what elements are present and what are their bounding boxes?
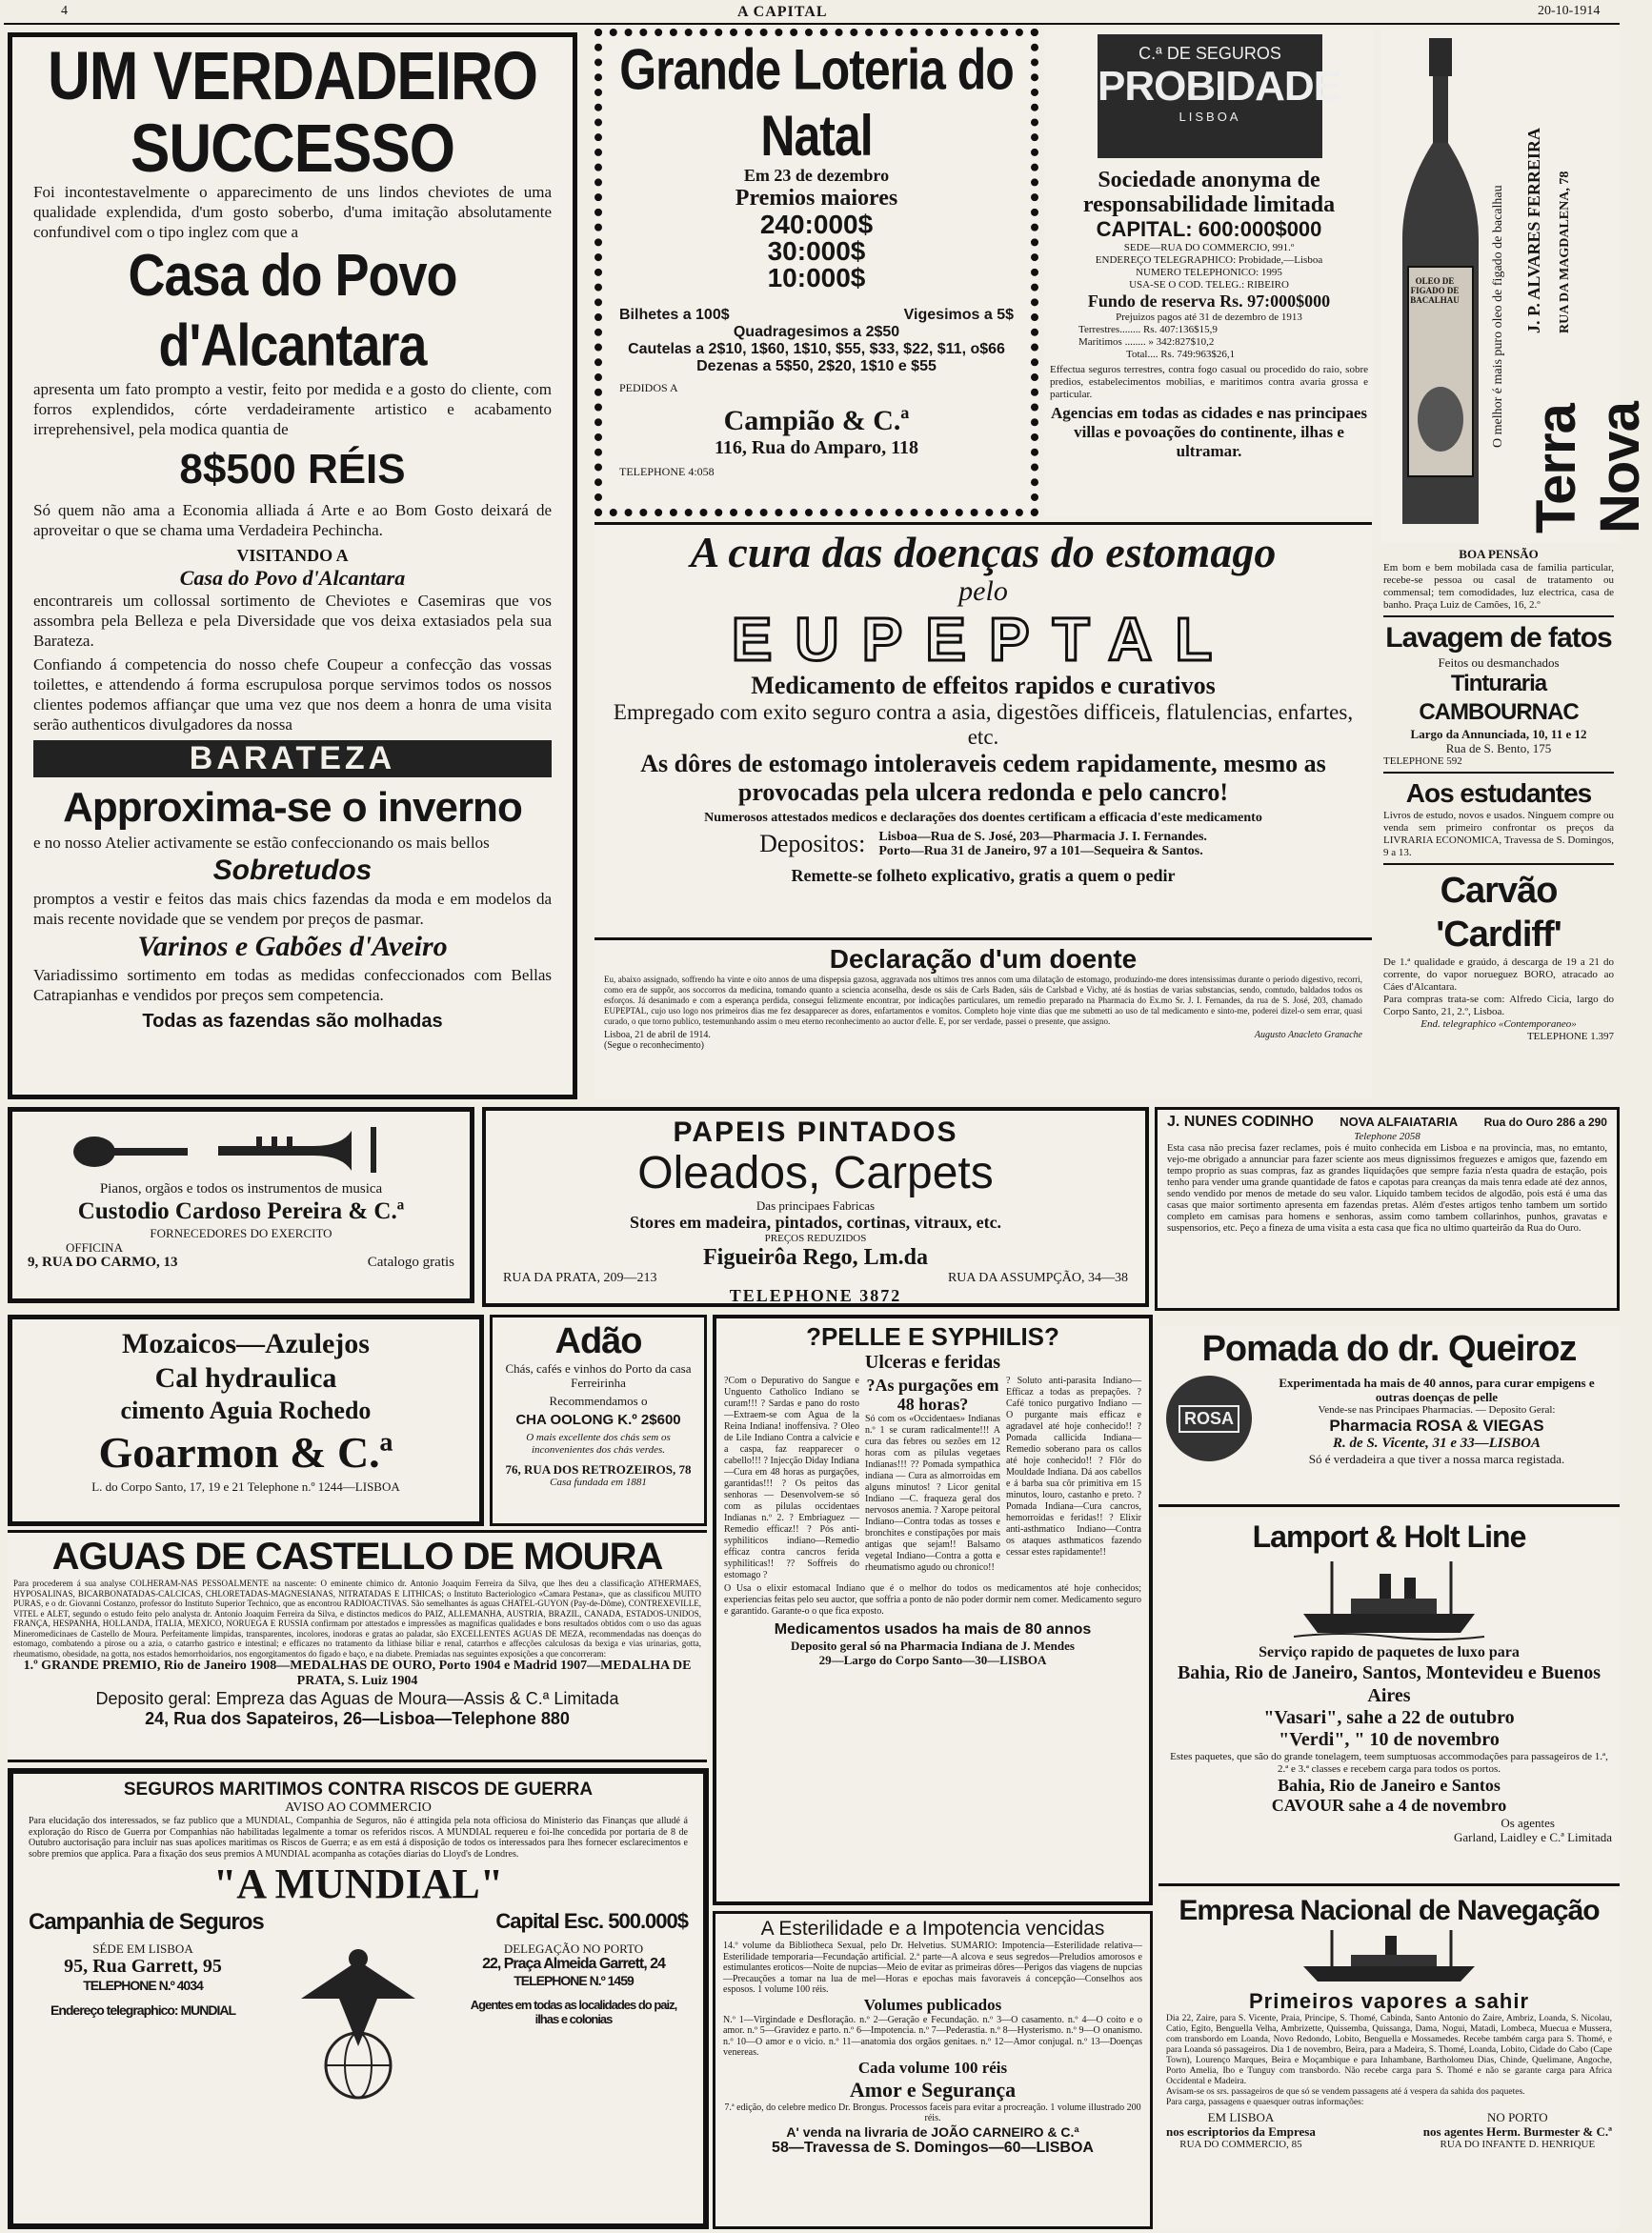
eupeptal-dep-1: Lisboa—Rua de S. José, 203—Pharmacia J. I. Fernandes. [878, 830, 1207, 844]
probidade-tel-1: ENDEREÇO TELEGRAPHICO: Probidade,—Lisboa [1095, 254, 1323, 266]
successo-barateza: BARATEZA [33, 740, 552, 777]
estudantes-text: Livros de estudo, novos e usados. Ninguem compre ou venda sem primeiro confrontar os preços da LIVRARIA ECONOMICA, Travessa de S. Domingos, 9 a 13. [1383, 810, 1614, 858]
empresa-steamship-icon [1294, 1928, 1484, 1989]
moura-premio: 1.º GRANDE PREMIO, Rio de Janeiro 1908—MEDALHAS DE OURO, Porto 1904 e Madrid 1907—MEDALHA DE PRATA, S. Luiz 1904 [23, 1659, 692, 1688]
pelle-ad [713, 1315, 1153, 1905]
lamport-ad [1158, 1517, 1620, 1886]
loteria-prize-1: 240:000$ [759, 210, 874, 239]
empresa-offices [1166, 2110, 1612, 2151]
adao-title: Adão [554, 1321, 642, 1361]
successo-footer: Todas as fazendas são molhadas [142, 1011, 443, 1032]
queiroz-address: R. de S. Vicente, 31 e 33—LISBOA [1333, 1436, 1541, 1451]
pensao-title: BOA PENSÃO [1459, 547, 1539, 561]
successo-varinos: Varinos e Gabões d'Aveiro [137, 931, 448, 962]
loteria-date: Em 23 de dezembro [743, 166, 890, 185]
pelle-bottom: O Usa o elixir estomacal Indiano que é o melhor do todos os medicamentos até hoje conhecidos; experiencias feitas pelo seu auctor, que soffria a ponto de não poder dormir nem comer. Medicamento seguro e garantido. Garante-o o que fica exposto. [724, 1583, 1141, 1617]
queiroz-text-block [1261, 1376, 1612, 1466]
probidade-sede: SEDE—RUA DO COMMERCIO, 991.º [1123, 242, 1295, 253]
probidade-city: LISBOA [1179, 110, 1241, 124]
esterilidade-address: 58—Travessa de S. Domingos—60—LISBOA [772, 2139, 1094, 2156]
lamport-servico: Serviço rapido de paquetes de luxo para [1259, 1644, 1520, 1660]
successo-p8: Variadissimo sortimento em todas as medidas confeccionados com Bellas Catrapianhas e vendidos por preços sem competencia. [33, 966, 552, 1004]
moura-title: AGUAS DE CASTELLO DE MOURA [51, 1536, 663, 1578]
successo-p4: encontrareis um collossal sortimento de Cheviotes e Casemiras que vos assombra pela Belleza e pela Diversidade que vos deixa extasiados pela sua Barateza. [33, 592, 552, 650]
mundial-ad [8, 1768, 709, 2229]
lamport-bahia: Bahia, Rio de Janeiro e Santos [1278, 1776, 1501, 1795]
probidade-maritimos: Maritimos ........ » 342:827$10,2 [1078, 336, 1215, 348]
loteria-ad [594, 29, 1038, 516]
moura-text: Para procederem á sua analyse COLHERAM-NAS PESSOALMENTE na nascente: O eminente chimico dr. Antonio Joaquim Ferreira da Silva, que lhes deu a classificação ATHERMAES, HYPOSALINAS, BICARBONATADAS-CALCICAS, CHLORETADAS-MAGNESIANAS, NITRATADAS E LITHICAS; o Instituto Bacteriologico «Camara Pestana», que as classificou MUITO PURAS, e o dr. Giovanni Costanzo, professor do Instituto Superior Technico, que as encontrou RADIOACTIVAS. São semelhantes ás aguas CHATEL-GUYON (Pay-de-Dôme), CONTREXEVILLE, VITEL e ALET, segundo o estudo feito pelo analysta dr. Antonio Joaquim Ferreira da Silva, e distinctos medicos do PAIZ, ALLEMANHA, AUSTRIA, BRAZIL, CANADA, ESTADOS-UNIDOS, FRANÇA, HESPANHA, HOLLANDA, ITALIA, MEXICO, NORUEGA E RUSSIA confirmam por attestados e impressões as magnificas qualidades e bons resultados obtidos com o uso das aguas Mineromedicinaes de Castello de Moura. Perfeitamente limpidas, transparentes, incolores, inodoras e gratas ao paladar, são EXCELLENTES AGUAS DE MEZA, recommendadas nas doenças do estomago, combatendo a pirose ou a azia, o catarrho gastrico e intestinal; e efficazes no tratamento da lithiase biliar e renal, catarrhos e affecções calculosas da bexiga e vias urinarias, gotta, rheumatismo, obesidade, na gotta, nos estados hemorrhoidarios, nos engorgitamentos do figado e baço, e na diabete. Premiadas nas seguintes exposições a que concorreram: [13, 1579, 701, 1659]
loteria-vigesimos: Vigesimos a 5$ [903, 307, 1014, 323]
papeis-line-1: Das principaes Fabricas [755, 1198, 876, 1213]
papeis-firm: Figueirôa Rego, Lm.da [703, 1245, 928, 1270]
loteria-line-4: Dezenas a 5$50, 2$20, 1$10 e $55 [696, 358, 937, 374]
esterilidade-text: 14.º volume da Bibliotheca Sexual, pelo Dr. Helvetius. SUMARIO: Impotencia—Esterilidade relativa—Esterilidade temporaria—Fecundação artificial. 2.ª parte—A alcova e seus segredos—Preludios amorosos e estimulantes eroticos—Noite de nupcias—Meio de evitar as primeiras dôres—Perigos das viagens de nupcias—Precauções a tomar na lua de mel—Horas e epochas mais favoraveis á concepção—Conselhos aos esposos. 1 volume 100 réis. [723, 1941, 1142, 1995]
papeis-address-1: RUA DA PRATA, 209—213 [503, 1271, 657, 1285]
loteria-bilhetes: Bilhetes a 100$ [619, 307, 730, 323]
custodio-line-1: Pianos, orgãos e todos os instrumentos de musica [99, 1181, 383, 1197]
moura-address: 24, Rua dos Sapateiros, 26—Lisboa—Telephone 880 [145, 1709, 570, 1728]
lamport-agentes: Os agentes [1501, 1816, 1555, 1830]
queiroz-text-2: Vende-se nas Principaes Pharmacias. — Deposito Geral: [1318, 1404, 1556, 1416]
esterilidade-vol-title: Volumes publicados [863, 1995, 1002, 2014]
right-column-ads [1378, 547, 1620, 1128]
mundial-porto-agentes: Agentes em todas as localidades do paiz, ilhas e colonias [470, 1998, 677, 2026]
mozaicos-address: L. do Corpo Santo, 17, 19 e 21 Telephone n.º 1244—LISBOA [91, 1479, 400, 1494]
papeis-ad [482, 1107, 1149, 1307]
successo-p5: Confiando á competencia do nosso chefe Coupeur a confecção das vossas toilettes, e attendendo á forma escrupulosa porque servimos todos os nossos clientes podemos affiançar que uma vez que nos deem a honra de uma visita serão authenticos divulgadores da nossa [33, 655, 552, 734]
loteria-prizes-label: Premios maiores [735, 186, 898, 211]
declaracao-sign: Augusto Anacleto Granache [1254, 1030, 1362, 1040]
pelle-med: Medicamentos usados ha mais de 80 annos [774, 1621, 1092, 1638]
mundial-subhead [29, 1909, 688, 1936]
loteria-phone: TELEPHONE 4:058 [619, 465, 715, 478]
empresa-porto [1423, 2110, 1612, 2151]
empresa-title: Empresa Nacional de Navegação [1179, 1895, 1600, 1926]
mundial-sede [29, 1941, 257, 2103]
loteria-line-2: Quadragesimos a 2$50 [733, 324, 900, 340]
terra-nova-brand: Terra Nova [1525, 402, 1651, 533]
terra-nova-vert-3: RUA DA MAGDALENA, 78 [1558, 171, 1572, 333]
declaracao-footer [604, 1030, 1362, 1040]
mundial-porto-address: 22, Praça Almeida Garrett, 24 [482, 1956, 665, 1972]
nunes-text: Esta casa não precisa fazer reclames, pois é muito conhecida em Lisboa e na provincia, mas, no emtanto, vejo-me obrigado a annunciar para fazer sciente aos meus dignissimos freguezes e amigos que, fazendo em tempo proprio as suas compras, faz as grandes liquidações que sempre fazia n'esta quadra de estação, pois tenho para vender uma grande quantidade de fatos e capotas para creanças da mais tenra edade até dez annos, sendo vendido por menos de metade do seu valor. Liquido tambem tecidos de algodão, pois está é uma das casas que maior sortimento apresenta em fazendas pretas. Além d'estes artigos tenho tambem um sortido completo em camisas para homens e senhoras, assim como tambem collarinhos, punhos, gravatas e suspensorios, etc. Peço a fineza de uma visita a esta casa que fica no ultimo quarteirão da Rua do Ouro. [1167, 1143, 1607, 1234]
mozaicos-line-2: Cal hydraulica [154, 1362, 337, 1394]
successo-sobretudos: Sobretudos [212, 855, 373, 886]
eupeptal-depositos [600, 830, 1366, 858]
papeis-phone: TELEPHONE 3872 [729, 1286, 902, 1305]
successo-p2: apresenta um fato prompto a vestir, feito por medida e a gosto do cliente, com forros explendidos, córte verdadeiramente artistico e acabamento irreprehensivel, pela modica quantia de [33, 380, 552, 438]
mozaicos-ad [8, 1315, 484, 1526]
tinturaria-address-2: Rua de S. Bento, 175 [1445, 741, 1552, 755]
probidade-terrestres: Terrestres........ Rs. 407:136$15,9 [1078, 324, 1218, 335]
empresa-lisboa-1: EM LISBOA [1207, 2110, 1275, 2124]
empresa-lisboa [1166, 2110, 1316, 2151]
rosa-seal-icon [1166, 1376, 1252, 1461]
mundial-sub: AVISO AO COMMERCIO [285, 1800, 432, 1815]
declaracao-title: Declaração d'um doente [829, 944, 1138, 974]
probidade-name: PROBIDADE [1098, 63, 1341, 110]
mundial-porto-label: DELEGAÇÃO NO PORTO [503, 1941, 644, 1956]
pelle-col-1 [724, 1376, 859, 1581]
declaracao-date: Lisboa, 21 de abril de 1914. [604, 1030, 711, 1040]
probidade-prejuizos: Prejuizos pagos até 31 de dezembro de 1913 [1116, 312, 1302, 323]
custodio-footer [28, 1255, 454, 1271]
tinturaria-phone: TELEPHONE 592 [1383, 755, 1462, 767]
mundial-sede-label: SÉDE EM LISBOA [92, 1941, 193, 1956]
lamport-dest: Bahia, Rio de Janeiro, Santos, Montevideu e Buenos Aires [1177, 1662, 1602, 1706]
probidade-total: Total.... Rs. 749:963$26,1 [1126, 349, 1236, 360]
probidade-banner [1098, 34, 1341, 158]
probidade-tel-2: NUMERO TELEPHONICO: 1995 [1136, 267, 1282, 278]
papeis-line-2: Stores em madeira, pintados, cortinas, vitraux, etc. [629, 1213, 1002, 1232]
adao-cha: CHA OOLONG K.º 2$600 [515, 1412, 681, 1428]
loteria-line-1 [619, 307, 1014, 324]
successo-p1: Foi incontestavelmente o apparecimento de uns lindos cheviotes de uma qualidade explendida, d'um gosto soberbo, d'uma imitação absolutamente confundivel com o tipo inglez com que a [33, 183, 552, 241]
eupeptal-title: A cura das doenças do estomago [690, 528, 1277, 576]
esterilidade-ad [713, 1911, 1153, 2229]
successo-ad [8, 32, 577, 1099]
adao-fund: Casa fundada em 1881 [550, 1477, 647, 1488]
pensao-text: Em bom e bem mobilada casa de familia particular, recebe-se pessoa ou casal de tratamento ou commensal; tem comodidades, luz electrica, casa de banho. Praça Luiz de Camões, 16, 2.º [1383, 562, 1614, 611]
mundial-porto [459, 1941, 688, 2103]
lamport-title: Lamport & Holt Line [1252, 1519, 1526, 1554]
mundial-offices [29, 1941, 688, 2103]
rosa-seal-text: ROSA [1179, 1405, 1239, 1433]
eupeptal-name: EUPEPTAL [731, 605, 1236, 674]
empresa-porto-1: NO PORTO [1487, 2110, 1548, 2124]
lavagem-title: Lavagem de fatos [1385, 622, 1612, 654]
successo-title: UM VERDADEIRO SUCCESSO [47, 38, 538, 188]
empresa-carga: Para carga, passagens e quaesquer outras informações: [1166, 2098, 1364, 2107]
esterilidade-amor-text: 7.ª edição, do celebre medico Dr. Brongus. Processos faceis para evitar a procreação. 1 volume illustrado 200 réis. [724, 2102, 1141, 2123]
mozaicos-line-3: cimento Aguia Rochedo [120, 1397, 372, 1424]
mozaicos-line-1: Mozaicos—Azulejos [122, 1328, 370, 1359]
probidade-agencias: Agencias em todas as cidades e nas principaes villas e povoações do continente, ilhas e ultramar. [1051, 404, 1367, 460]
empresa-aviso: Avisam-se os srs. passageiros de que só se vendem passagens até á vespera da sahida dos paquetes. [1166, 2087, 1525, 2097]
carvao-title: Carvão 'Cardiff' [1436, 871, 1561, 955]
custodio-oficina: OFFICINA [66, 1240, 123, 1255]
newspaper-name: A CAPITAL [737, 4, 828, 20]
page-number: 4 [61, 4, 68, 18]
tinturaria-name: Tinturaria CAMBOURNAC [1419, 671, 1579, 725]
loteria-pedidos: PEDIDOS A [619, 381, 678, 394]
carvao-phone: TELEPHONE 1.397 [1526, 1031, 1614, 1042]
probidade-reserva: Fundo de reserva Rs. 97:000$000 [1087, 292, 1331, 311]
probidade-text: Effectua seguros terrestres, contra fogo casual ou procedido do raio, sobre predios, estabelecimentos mobilias, e maritimos contra avaria grossa e particular. [1050, 364, 1368, 400]
pelle-col-2 [865, 1376, 1000, 1581]
papeis-address-2: RUA DA ASSUMPÇÃO, 34—38 [947, 1271, 1128, 1285]
queiroz-text-1: Experimentada ha mais de 40 annos, para curar empigens e outras doenças de pelle [1279, 1376, 1595, 1404]
pelle-col-2-text: Só com os «Occidentaes» Indianas n.º 1 se curam radicalmente!!! A cura das febres ou sezões em 12 horas com as pilulas vegetaes Indianas!!! ?? Pomada sympathica indiana — Cura as almorroidas em alguns minutos! ? Licor genital Indiano —C. fraqueza geral dos nervosos anemia. ? Xarope peitoral Indiano—Contra todas as tosses e bronchites e constipações por mais antigas que sejam!! Balsamo vegetal Indiano—Contra a gotta e rheumatismo agudo ou chronico!! [865, 1414, 1000, 1573]
estudantes-title: Aos estudantes [1405, 778, 1592, 808]
nunes-address: Rua do Ouro 286 a 290 [1483, 1116, 1607, 1129]
successo-visit: VISITANDO A [236, 546, 349, 565]
probidade-ad [1044, 29, 1374, 516]
queiroz-title: Pomada do dr. Queiroz [1201, 1329, 1577, 1369]
successo-p3: Só quem não ama a Economia alliada á Arte e ao Bom Gosto deixará de aproveitar o que se chama uma Verdadeira Pechincha. [33, 501, 552, 539]
declaracao-text: Eu, abaixo assignado, soffrendo ha vinte e oito annos de uma dispepsia gazosa, aggravada nos ultimos tres annos com uma dilatação de estomago, produzindo-me dores intensissimas durante o periodo digestivo, recorri, como era de suppôr, aos soccorros da medicina, tomando quanto a sciencia aconselha, desde os sáis de Carls Baden, sáis de Carlsbad e Vichy, até ás hostias de varias substancias, sendo, comtudo, baldados todos os esforços. Já desanimado e com a esperança perdida, consegui felizmente encontrar, por indicações particulares, um remedio preparado na Pharmacia do Ex.mo Sr. J. I. Fernandes, da rua de S. José, 203, chamado EUPEPTAL, cujo uso logo nos primeiros dias me fez desapparecer as dores, enfartamentos e vomitos. Completo hoje vinte dias que me submetti ao uso de tal medicamento e sinto-me, poderei dizel-o sem errar, quasi curado, o que torno publico, testemunhando assim o meu eterno reconhecimento ao auctor d'elle. E, por ser verdade, passei o presente, que assigno. [604, 975, 1362, 1026]
empresa-ad [1158, 1892, 1620, 2229]
lamport-cavour: CAVOUR sahe a 4 de novembro [1271, 1796, 1507, 1815]
esterilidade-amor: Amor e Segurança [849, 2077, 1017, 2102]
loteria-prize-3: 10:000$ [767, 263, 866, 292]
adao-address: 76, RUA DOS RETROZEIROS, 78 [505, 1462, 692, 1477]
papeis-sub: Oleados, Carpets [637, 1148, 994, 1198]
empresa-porto-3: RUA DO INFANTE D. HENRIQUE [1440, 2139, 1596, 2150]
steamship-icon [1294, 1557, 1484, 1642]
carvao-text: De 1.ª qualidade e graúdo, á descarga de 19 a 21 do corrente, do vapor norueguez BORO, atracado ao Cáes d'Alcantara. [1383, 956, 1614, 993]
probidade-title: Sociedade anonyma de responsabilidade limitada [1082, 168, 1336, 217]
lamport-text: Estes paquetes, que são do grande tonelagem, teem sumptuosas accommodações para passageiros de 1.ª, 2.ª e 3.ª classes e recebem carga para todos os portos. [1170, 1751, 1608, 1775]
pelle-col-1-text: ?Com o Depurativo do Sangue e Unguento Catholico Indiano se curam!!! ? Sardas e pano do rosto—Extraem-se com Agua de la Reina Indiana! inoffensiva. ? Oleo de Lile Indiano Contra a calvicie e a caspa, faz reapparecer o cabello!!! ? Injecção Diday Indiana—Cura em 48 horas as purgações, garantidas!!! ? Os peitos das senhoras — Desenvolvem-se só com as pilulas occidentaes Indianas n.º 2. ? Embriaguez — Remedio efficaz!! ? Pós anti-syphiliticos indiano—Remedio efficaz contra cancros ferida syphiliticas!! ?? Soffreis do estomago ? [724, 1376, 859, 1580]
queiroz-text-3: Só é verdadeira a que tiver a nossa marca registada. [1308, 1452, 1565, 1466]
loteria-firm: Campião & C.ª [723, 405, 910, 436]
loteria-address: 116, Rua do Amparo, 118 [714, 437, 919, 458]
custodio-ad [8, 1107, 474, 1303]
eupeptal-line-1: Empregado com exito seguro contra a asia, digestões difficeis, flatulencias, enfartes, etc. [613, 700, 1354, 749]
declaracao-more: (Segue o reconhecimento) [604, 1040, 704, 1051]
pelle-sub: Ulceras e feridas [864, 1352, 1001, 1373]
esterilidade-vols: N.º 1—Virgindade e Desfloração. n.º 2—Geração e Fecundação. n.º 3—O casamento. n.º 4—O coito e o amor. n.º 5—Gravidez e parto. n.º 6—Impotencia. n.º 7—Pederastia. n.º 8—Hysterismo. n.º 9—O onanismo. n.º 10—O amor e o vicio. n.º 11—anatomia dos orgãos genitaes. n.º 12—Amor conjugal. n.º 13—Doenças venereas. [723, 2014, 1142, 2058]
papeis-title: PAPEIS PINTADOS [673, 1116, 958, 1148]
nunes-header [1167, 1114, 1607, 1131]
lamport-vasari: "Vasari", sahe a 22 de outubro [1263, 1707, 1515, 1728]
adao-line-1: Chás, cafés e vinhos do Porto da casa Ferreirinha [505, 1361, 692, 1390]
carvao-telegraph: End. telegraphico «Contemporaneo» [1420, 1018, 1577, 1030]
successo-p7: promptos a vestir e feitos das mais chics fazendas da moda e em modelos da mais recente novidade que se vendem por preços de pasmar. [33, 890, 552, 928]
mundial-capital: Capital Esc. 500.000$ [495, 1909, 688, 1933]
esterilidade-livraria: A' venda na livraria de JOÃO CARNEIRO & C.ª [786, 2123, 1079, 2140]
musical-instruments-icon [28, 1117, 447, 1177]
pelle-col-3 [1006, 1376, 1141, 1581]
terra-nova-vert-1: O melhor é mais puro oleo de figado de bacalhau [1491, 185, 1505, 448]
successo-price: 8$500 RÉIS [179, 446, 406, 493]
pelle-headline: ?As purgações em 48 horas? [866, 1376, 999, 1414]
eupeptal-sub: Medicamento de effeitos rapidos e curativos [751, 672, 1216, 699]
eupeptal-line-3: Numerosos attestados medicos e declarações dos doentes certificam a efficacia d'este medicamento [704, 811, 1262, 825]
mundial-porto-phone: TELEPHONE N.º 1459 [514, 1973, 634, 1988]
empresa-lisboa-2: nos escriptorios da Empresa [1166, 2124, 1316, 2139]
successo-shop: Casa do Povo d'Alcantara [128, 242, 457, 379]
probidade-body [1050, 168, 1368, 461]
esterilidade-preco: Cada volume 100 réis [857, 2058, 1008, 2077]
empresa-text: Dia 22, Zaire, para S. Vicente, Praia, Principe, S. Thomé, Cabinda, Santo Antonio do Zaire, Ambriz, Loanda, S. Nicolau, Catio, Egito, Benguella Velha, Ambrizette, Quissemba, Quissanga, Dama, Nogui, Matadi, Lombeca, Muecua e Mussera, com transbordo em Loanda, Novo Redondo, Lobito, Benguella e Mossamedes. Recebe também carga para S. Thomé, e para Loanda só passageiros. Dia 1 de novembro, Beira, para a Madeira, S. Thomé, Loanda, Lobito, Cidade do Cabo (Cape Town), Lourenço Marques, Beira e Moçambique e para Inhambane, Bartholomeu Dias, Chinde, Quelimane, Angoche, Porto Amelia, Ibo e Tunguy com transbordo. Não recebe carga para S. Thomé e não se garante carga para Africa Occidental e Madeira. [1166, 2014, 1612, 2086]
adao-ad [490, 1315, 707, 1526]
empresa-sub: Primeiros vapores a sahir [1248, 1989, 1530, 2013]
pelle-title: ?PELLE E SYPHILIS? [806, 1322, 1059, 1351]
custodio-line-2: FORNECEDORES DO EXERCITO [150, 1226, 332, 1240]
empresa-porto-2: nos agentes Herm. Burmester & C.ª [1422, 2124, 1612, 2139]
custodio-catalogo: Catalogo gratis [367, 1255, 454, 1270]
adao-recommend: Recommendamos o [549, 1394, 648, 1408]
loteria-prize-2: 30:000$ [767, 236, 866, 266]
moura-deposito: Deposito geral: Empreza das Aguas de Moura—Assis & C.ª Limitada [95, 1689, 619, 1708]
lamport-agentes-2: Garland, Laidley e C.ª Limitada [1453, 1830, 1612, 1844]
carvao-text-2: Para compras trata-se com: Alfredo Cicia, largo do Corpo Santo, 21, 2.º, Lisboa. [1383, 994, 1614, 1017]
eupeptal-ad [594, 522, 1372, 934]
lamport-verdi: "Verdi", " 10 de novembro [1279, 1729, 1500, 1750]
tinturaria-address: Largo da Annunciada, 10, 11 e 12 [1410, 727, 1587, 741]
declaracao-ad [594, 937, 1372, 1099]
mundial-company: Campanhia de Seguros [29, 1909, 264, 1935]
papeis-addresses [503, 1271, 1128, 1286]
terra-nova-ad [1381, 29, 1651, 543]
probidade-capital: CAPITAL: 600:000$000 [1096, 217, 1322, 241]
eupeptal-dep-2: Porto—Rua 31 de Janeiro, 97 a 101—Sequeira & Santos. [878, 844, 1203, 858]
esterilidade-title: A Esterilidade e a Impotencia vencidas [760, 1918, 1105, 1940]
pelle-columns [724, 1376, 1141, 1581]
pelle-col-3-text: ? Soluto anti-parasita Indiano—Efficaz a todas as prepações. ? Café tonico purgativo Indiano — O purgante mais efficaz e agradavel até hoje conhecido!! ? Pomada callicida Indiana—Remedio soberano para os callos até hoje conhecido!! ? Flôr do Mouldade Indiana. Dá aos cabellos e á barba sua côr primitiva em 15 minutos, louro, castanho e preto. ? Pomada Indiana—Cura cancros, hemorroidas e feridas!! ? Elixir anti-asthmatico Indiano—Contra os ataques asthmaticos fazendo cessar estes rapidamente!! [1006, 1376, 1141, 1558]
lavagem-sub: Feitos ou desmanchados [1438, 655, 1560, 670]
eupeptal-line-2: As dôres de estomago intoleraveis cedem rapidamente, mesmo as provocadas pela ulcera redonda e pelo cancro! [640, 750, 1326, 806]
mundial-title: SEGUROS MARITIMOS CONTRA RISCOS DE GUERRA [123, 1780, 594, 1800]
loteria-title: Grande Loteria do Natal [619, 37, 1014, 169]
probidade-tel-3: USA-SE O COD. TELEG.: RIBEIRO [1129, 279, 1289, 291]
nunes-ad [1155, 1107, 1620, 1311]
custodio-name: Custodio Cardoso Pereira & C.ª [77, 1198, 405, 1224]
loteria-line-3: Cautelas a 2$10, 1$60, 1$10, $55, $33, $22, $11, o$66 [628, 341, 1005, 357]
queiroz-ad [1158, 1326, 1620, 1507]
papeis-line-3: PREÇOS REDUZIDOS [764, 1233, 867, 1244]
terra-nova-vert-2: J. P. ALVARES FERREIRA [1524, 128, 1543, 333]
pelle-dep: Deposito geral só na Pharmacia Indiana de J. Mendes [791, 1639, 1075, 1653]
successo-p6: e no nosso Atelier activamente se estão confeccionando os mais bellos [33, 834, 490, 852]
mundial-sede-address: 95, Rua Garrett, 95 [64, 1956, 222, 1977]
custodio-address: 9, RUA DO CARMO, 13 [28, 1255, 178, 1270]
page-date: 20-10-1914 [1538, 4, 1601, 18]
page-header [4, 4, 1620, 25]
pelle-address: 29—Largo do Corpo Santo—30—LISBOA [818, 1653, 1047, 1667]
eupeptal-folheto: Remette-se folheto explicativo, gratis a quem o pedir [791, 866, 1176, 885]
eupeptal-dep-list [878, 830, 1207, 858]
moura-ad [8, 1530, 707, 1762]
mundial-name: "A MUNDIAL" [212, 1861, 504, 1907]
successo-visit-shop: Casa do Povo d'Alcantara [179, 566, 406, 590]
nunes-phone: Telephone 2058 [1354, 1131, 1420, 1142]
mundial-text: Para elucidação dos interessados, se faz publico que a MUNDIAL, Companhia de Seguros, não é attingida pela nota officiosa do Ministerio das Finanças que alludé á exploração do Risco de Guerra por Companhias não habilitadas legalmente a tomar os referidos riscos. A MUNDIAL requereu e foi-lhe concedida por portaria de 8 de Outubro auctorisação para incluir nas suas apolices maritimas os Riscos de Guerra; e as em está á disposição de todos os interessados para lhes fornecer esclarecimentos e sobre premios que applica. Para a fixação dos seus premios A MUNDIAL acompanha as cotações diarias do Lloyd's de Londres. [29, 1816, 688, 1860]
queiroz-pharmacy: Pharmacia ROSA & VIEGAS [1329, 1417, 1544, 1435]
successo-inverno: Approxima-se o inverno [63, 784, 522, 831]
eupeptal-dep-label: Depositos: [759, 830, 866, 857]
mundial-sede-phone: TELEPHONE N.º 4034 [83, 1978, 203, 1993]
empresa-lisboa-3: RUA DO COMMERCIO, 85 [1179, 2139, 1302, 2150]
eagle-globe-icon [282, 1941, 434, 2103]
terra-nova-label: OLEO DE FIGADO DE BACALHAU [1410, 276, 1460, 305]
nunes-sub: NOVA ALFAIATARIA [1340, 1115, 1459, 1129]
adao-desc: O mais excellente dos chás sem os inconvenientes dos chás verdes. [526, 1432, 671, 1456]
probidade-top: C.ª DE SEGUROS [1138, 44, 1281, 63]
queiroz-body [1166, 1376, 1612, 1466]
mozaicos-firm: Goarmon & C.ª [98, 1428, 393, 1477]
nunes-name: J. NUNES CODINHO [1167, 1114, 1314, 1130]
mundial-sede-telegraph: Endereço telegraphico: MUNDIAL [50, 2002, 236, 2018]
eupeptal-pelo: pelo [958, 575, 1008, 607]
